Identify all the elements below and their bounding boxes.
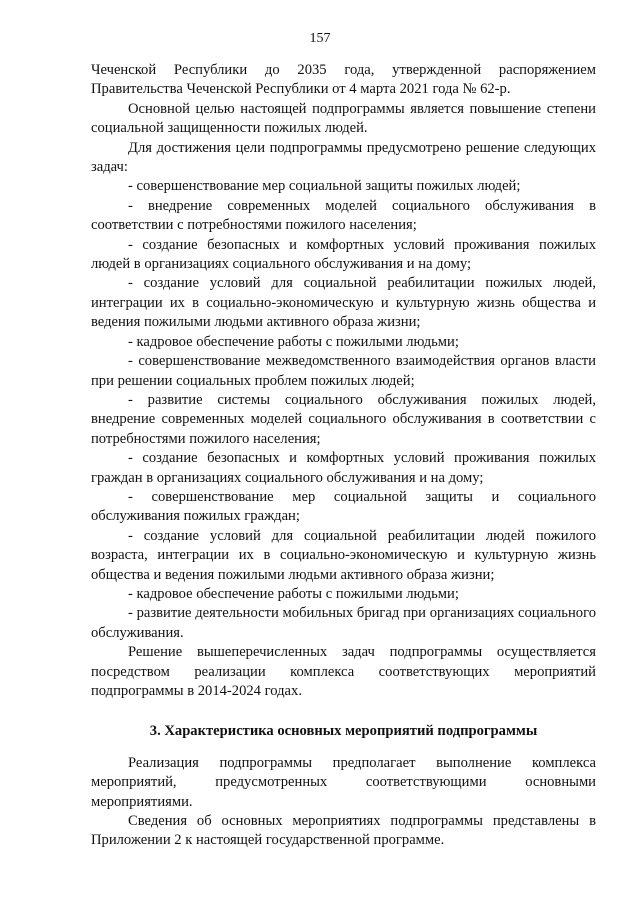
list-item: - создание безопасных и комфортных условий проживания пожилых людей в организациях социального обслуживания и на дому; — [91, 236, 596, 273]
paragraph-continuation: Чеченской Республики до 2035 года, утвержденной распоряжением Правительства Чеченской Республики от 4 марта 2021 года № 62-р. — [91, 62, 596, 98]
list-item: - кадровое обеспечение работы с пожилыми людьми; — [128, 585, 459, 602]
list-item: - создание условий для социальной реабилитации пожилых людей, интеграции их в социально-экономическую и культурную жизнь общества и ведения пожилыми людьми активного образа жизни; — [91, 275, 596, 331]
list-item: - совершенствование мер социальной защиты и социального обслуживания пожилых граждан; — [91, 488, 596, 525]
paragraph-tasks-intro: Для достижения цели подпрограммы предусмотрено решение следующих задач: — [91, 139, 596, 176]
list-item: - создание безопасных и комфортных условий проживания пожилых граждан в организациях социального обслуживания и на дому; — [91, 450, 596, 486]
list-item: - развитие системы социального обслуживания пожилых людей, внедрение современных моделей социального обслуживания в соответствии с потребностями пожилого населения; — [91, 391, 596, 447]
paragraph-implementation: Реализация подпрограммы предполагает выполнение комплекса мероприятий, предусмотренных соответствующими основными мероприятиями. — [91, 754, 596, 810]
page-number: 157 — [309, 31, 331, 46]
list-item: - развитие деятельности мобильных бригад при организациях социального обслуживания. — [91, 605, 596, 641]
paragraph-goal: Основной целью настоящей подпрограммы является повышение степени социальной защищенности пожилых людей. — [91, 100, 596, 137]
list-item: - внедрение современных моделей социального обслуживания в соответствии с потребностями пожилого населения; — [91, 197, 596, 234]
list-item: - кадровое обеспечение работы с пожилыми людьми; — [128, 333, 459, 350]
paragraph-solution: Решение вышеперечисленных задач подпрограммы осуществляется посредством реализации комплекса соответствующих мероприятий подпрограммы в 2014-2024 годах. — [91, 644, 596, 699]
paragraph-appendix-reference: Сведения об основных мероприятиях подпрограммы представлены в Приложении 2 к настоящей государственной программе. — [91, 813, 596, 849]
page-body — [91, 61, 596, 851]
list-item: - совершенствование мер социальной защиты пожилых людей; — [128, 178, 521, 195]
list-item: - совершенствование межведомственного взаимодействия органов власти при решении социальных проблем пожилых людей; — [91, 353, 596, 389]
section-heading: 3. Характеристика основных мероприятий подпрограммы — [149, 723, 538, 740]
list-item: - создание условий для социальной реабилитации людей пожилого возраста, интеграции их в социально-экономическую и культурную жизнь общества и ведения пожилыми людьми активного образа жизни; — [91, 527, 596, 583]
